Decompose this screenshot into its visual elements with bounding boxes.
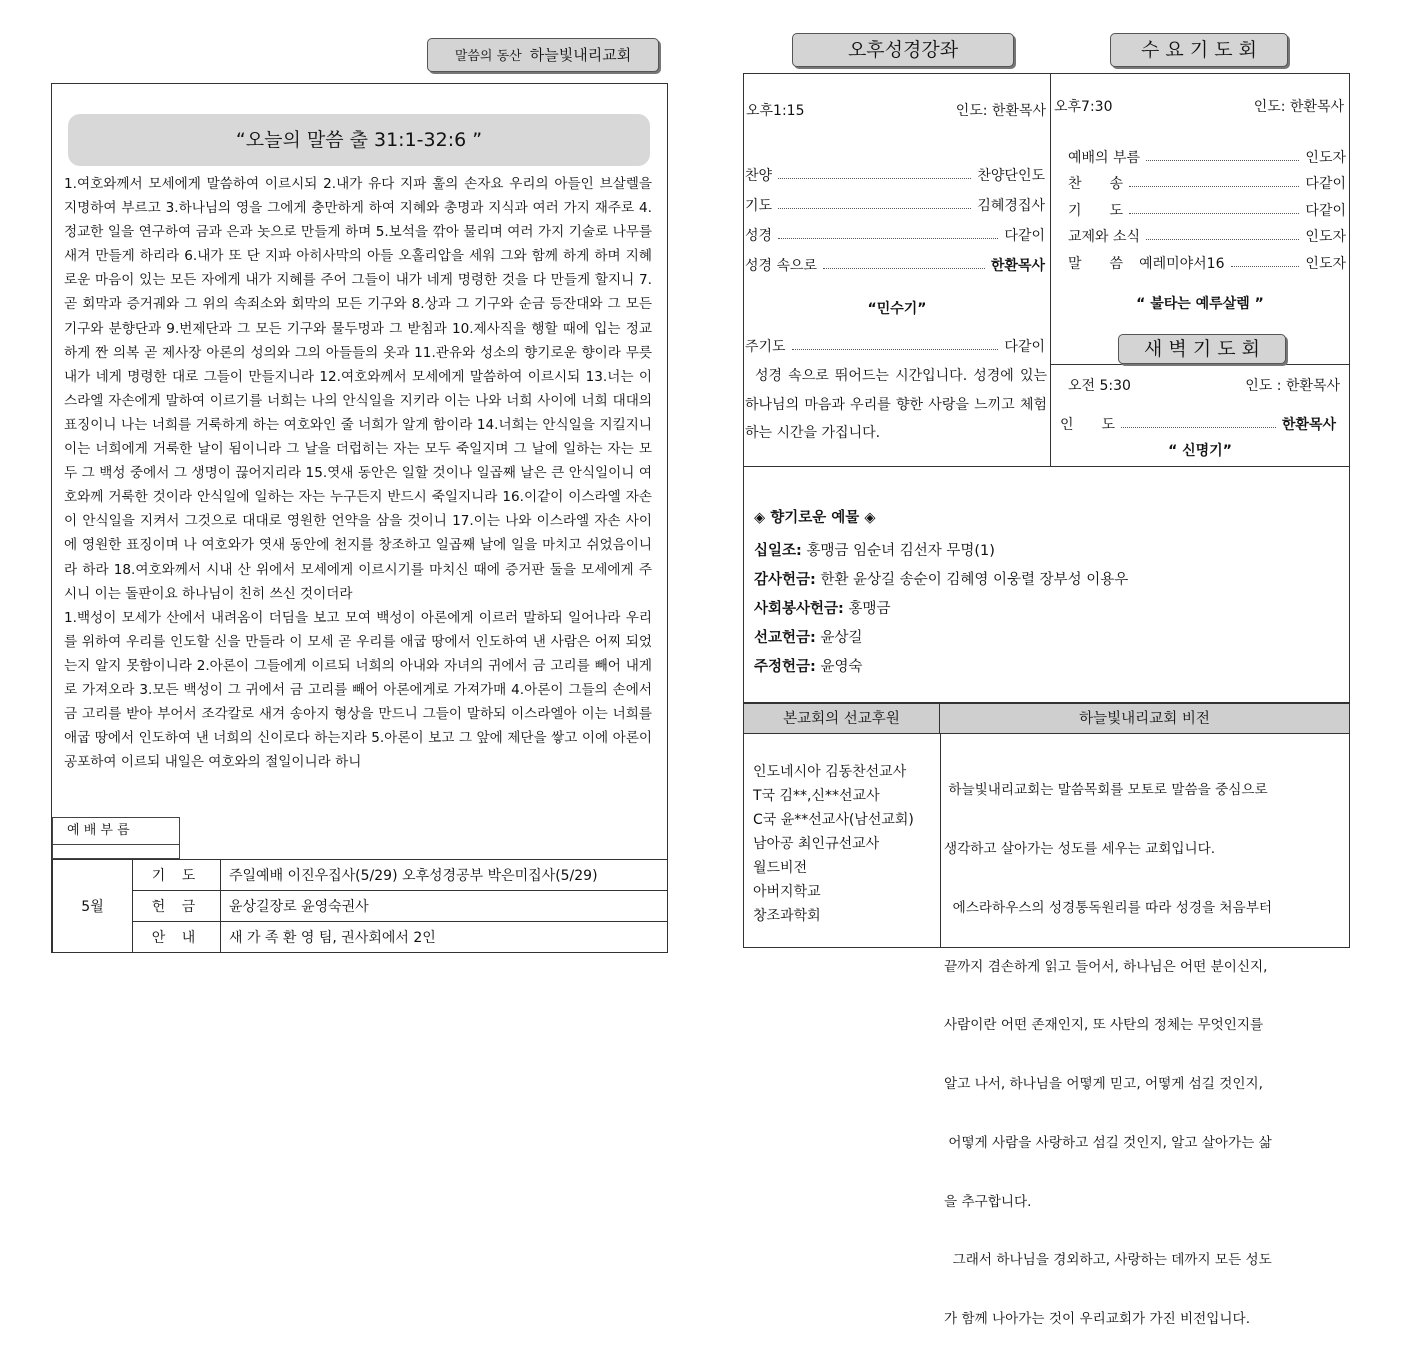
afternoon-book: “민수기”	[867, 301, 927, 317]
list-item: 교제와 소식 인도자	[1068, 229, 1346, 245]
list-item: 선교헌금: 윤상길	[754, 630, 863, 646]
list-item: 찬 송 다같이	[1068, 176, 1346, 192]
list-item: 인도네시아 김동찬선교사	[753, 764, 907, 780]
list-item: 성경 다같이	[745, 228, 1045, 244]
afternoon-study-tab: 오후성경강좌	[792, 33, 1014, 67]
mission-header: 본교회의 선교후원	[744, 704, 940, 734]
schedule-value: 주일예배 이진우집사(5/29) 오후성경공부 박은미집사(5/29)	[221, 860, 668, 891]
table-row	[53, 860, 668, 891]
wednesday-header	[1054, 96, 1344, 116]
dawn-divider	[1050, 364, 1350, 365]
overlap-worship-call-box: 예 배 부 름	[52, 817, 180, 845]
list-item: C국 윤**선교사(남선교회)	[753, 812, 914, 828]
wednesday-prayer-tab: 수 요 기 도 회	[1110, 33, 1288, 67]
schedule-month: 5월	[53, 860, 133, 953]
wednesday-order	[1068, 140, 1346, 273]
wednesday-sermon-title: “ 불타는 예루살렘 ”	[1136, 296, 1264, 312]
afternoon-time: 오후1:15	[746, 103, 805, 119]
church-tab-prefix: 말씀의 동산	[454, 49, 522, 64]
schedule-label: 기 도	[133, 860, 221, 891]
dawn-book: “ 신명기”	[1168, 443, 1232, 459]
schedule-value: 윤상길장로 윤영숙권사	[221, 891, 668, 922]
offerings-title: ◈ 향기로운 예물 ◈	[754, 510, 876, 526]
afternoon-lords-prayer: 주기도 다같이	[745, 339, 1045, 355]
list-item: T국 김**,신**선교사	[753, 788, 880, 804]
scripture-passage-ch32: 1.백성이 모세가 산에서 내려옴이 더딤을 보고 모여 백성이 아론에게 이르러 말하되 일어나라 우리를 위하여 우리를 인도할 신을 만들라 이 모세 곧 우리를 애굽 땅에서 인도하여 낸 사람은 어찌 되었는지 알지 못함이니라 2.아론이 그들에게 이르되 너희의 아내와 자녀의 귀에서 금 고리를 빼어 내게로 가져오라 3.모든 백성이 그 귀에서 금 고리를 빼어 아론에게로 가져가매 4.아론이 그들의 손에서 금 고리를 받아 부어서 조각칼로 새겨 송아지 형상을 만드니 그들이 말하되 이스라엘아 이는 너희를 애굽 땅에서 인도하여 낸 너희의 신이로다 하는지라 5.아론이 보고 그 앞에 제단을 쌓고 이에 아론이 공포하여 이르되 내일은 여호와의 절일이니라 하니	[64, 609, 652, 771]
table-row	[53, 891, 668, 922]
church-name-tab	[427, 38, 659, 72]
service-schedule-table	[52, 859, 668, 953]
schedule-label: 안 내	[133, 922, 221, 953]
list-item: 십일조: 홍맹금 임순녀 김선자 무명(1)	[754, 543, 995, 559]
list-item: 말 씀 예레미야서16 인도자	[1068, 255, 1346, 272]
list-item: 기 도 다같이	[1068, 202, 1346, 219]
overlap-empty-box	[52, 844, 180, 859]
offerings-section	[754, 506, 1334, 684]
wednesday-time: 오후7:30	[1054, 99, 1113, 115]
afternoon-section	[746, 100, 1046, 120]
list-item: 남아공 최인규선교사	[753, 836, 880, 852]
afternoon-leader: 인도: 한환목사	[955, 103, 1046, 119]
dawn-leader: 인도 : 한환목사	[1245, 378, 1340, 394]
list-item: 아버지학교	[753, 884, 821, 900]
wednesday-leader: 인도: 한환목사	[1253, 99, 1344, 115]
mission-list	[753, 760, 938, 928]
scripture-text	[64, 172, 652, 774]
dawn-lead-row: 인 도 한환목사	[1060, 417, 1336, 433]
dawn-prayer-tab: 새 벽 기 도 회	[1118, 334, 1286, 364]
list-item: 성경 속으로 한환목사	[745, 258, 1045, 274]
list-item: 찬양 찬양단인도	[745, 168, 1045, 184]
table-row	[53, 922, 668, 953]
list-item: 주정헌금: 윤영숙	[754, 659, 863, 675]
list-item: 기도 김혜경집사	[745, 198, 1045, 214]
list-item: 감사헌금: 한환 윤상길 송순이 김혜영 이웅렬 장부성 이용우	[754, 572, 1129, 588]
mission-vision-divider	[940, 734, 941, 948]
list-item: 예배의 부름 인도자	[1068, 149, 1346, 166]
schedule-value: 새 가 족 환 영 팀, 권사회에서 2인	[221, 922, 668, 953]
schedule-label: 헌 금	[133, 891, 221, 922]
dawn-time: 오전 5:30	[1068, 378, 1131, 394]
dawn-header	[1068, 375, 1340, 395]
list-item: 사회봉사헌금: 홍맹금	[754, 601, 891, 617]
list-item: 월드비전	[753, 860, 808, 876]
list-item: 창조과학회	[753, 908, 821, 924]
church-tab-name: 하늘빛내리교회	[529, 46, 632, 64]
afternoon-order	[745, 155, 1045, 275]
vision-header: 하늘빛내리교회 비전	[940, 704, 1349, 734]
vision-text: 하늘빛내리교회는 말씀목회를 모토로 말씀을 중심으로 생각하고 살아가는 성도를 세우는 교회입니다. 에스라하우스의 성경통독원리를 따라 성경을 처음부터 끝까지 겸손하게 읽고 들어서, 하나님은 어떤 분이신지, 사람이란 어떤 존재인지, 또 사탄의 정체는 무엇인지를 알고 나서, 하나님을 어떻게 믿고, 어떻게 섬길 것인지, 어떻게 사람을 사랑하고 섬길 것인지, 알고 살아가는 삶 을 추구합니다. 그래서 하나님을 경외하고, 사랑하는 데까지 모든 성도 가 함께 나아가는 것이 우리교회가 가진 비전입니다.	[944, 782, 1272, 1328]
afternoon-description: 성경 속으로 뛰어드는 시간입니다. 성경에 있는 하나님의 마음과 우리를 향한 사랑을 느끼고 체험하는 시간을 가집니다.	[745, 368, 1047, 441]
scripture-passage-ch31: 1.여호와께서 모세에게 말씀하여 이르시되 2.내가 유다 지파 훌의 손자요 우리의 아들인 브살렐을 지명하여 부르고 3.하나님의 영을 그에게 충만하게 하여 지혜와 총명과 지식과 여러 가지 재주로 4.정교한 일을 연구하여 금과 은과 놋으로 만들게 하며 5.보석을 깎아 물리며 여러 가지 기술로 나무를 새겨 만들게 하리라 6.내가 또 단 지파 아히사막의 아들 오홀리압을 세워 그와 함께 하게 하며 지혜로운 마음이 있는 모든 자에게 내가 지혜를 주어 그들이 내가 네게 명령한 것을 다 만들게 할지니 7.곧 회막과 증거궤와 그 위의 속죄소와 회막의 모든 기구와 8.상과 그 기구와 순금 등잔대와 그 모든 기구와 분향단과 9.번제단과 그 모든 기구와 물두멍과 그 받침과 10.제사직을 행할 때에 입는 정교하게 짠 의복 곧 제사장 아론의 성의와 그의 아들들의 옷과 11.관유와 성소의 향기로운 향이라 무릇 내가 네게 명령한 대로 그들이 만들지니라 12.여호와께서 모세에게 말씀하여 이르시되 13.너는 이스라엘 자손에게 말하여 이르기를 너희는 나의 안식일을 지키라 이는 나와 너희 사이에 너희 대대의 표징이니 나는 너희를 거룩하게 하는 여호와인 줄 너희가 알게 함이라 14.너희는 안식일을 지킬지니 이는 너희에게 거룩한 날이 됨이니라 그 날을 더럽히는 자는 모두 죽일지며 그 날에 일하는 자는 모두 그 백성 중에서 그 생명이 끊어지리라 15.엿새 동안은 일할 것이나 일곱째 날은 큰 안식일이니 여호와께 거룩한 것이라 안식일에 일하는 자는 누구든지 반드시 죽일지니라 16.이같이 이스라엘 자손이 안식일을 지켜서 그것으로 대대로 영원한 언약을 삼을 것이니 17.이는 나와 이스라엘 자손 사이에 영원한 표징이며 나 여호와가 엿새 동안에 천지를 창조하고 일곱째 날에 일을 마치고 쉬었음이니라 하라 18.여호와께서 시내 산 위에서 모세에게 이르시기를 마치신 때에 증거판 둘을 모세에게 주시니 이는 돌판이요 하나님이 친히 쓰신 것이더라	[64, 176, 652, 602]
todays-word-title: “오늘의 말씀 출 31:1-32:6 ”	[68, 114, 650, 166]
services-divider	[1050, 73, 1051, 467]
